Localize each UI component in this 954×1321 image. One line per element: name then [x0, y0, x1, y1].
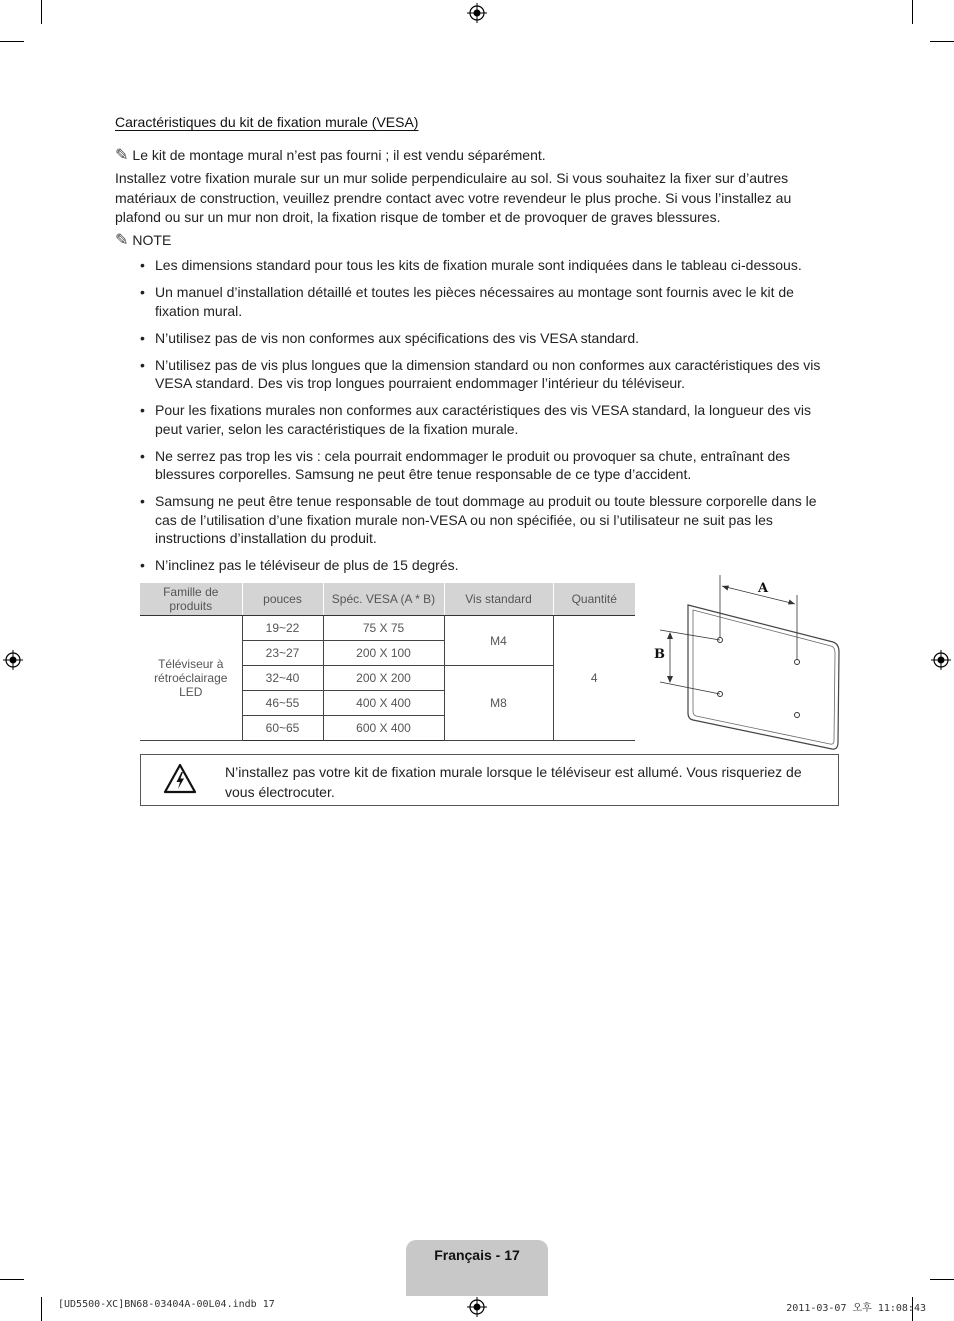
note-text: Le kit de montage mural n’est pas fourni ; il est vendu séparément. — [132, 147, 546, 163]
footer-file-info: [UD5500-XC]BN68-03404A-00L04.indb 17 — [58, 1299, 275, 1310]
column-header: Spéc. VESA (A * B) — [323, 583, 444, 616]
screw-cell: M8 — [444, 666, 553, 741]
crop-mark — [0, 1279, 24, 1280]
list-item: • Un manuel d’installation détaillé et toutes les pièces nécessaires au montage sont fournis avec le kit de fixation mural. — [140, 283, 840, 320]
registration-mark-icon — [3, 650, 23, 670]
screw-cell: M4 — [444, 616, 553, 666]
electric-shock-warning-icon — [163, 763, 197, 795]
section-heading: Caractéristiques du kit de fixation murale (VESA) — [115, 114, 419, 130]
inches-cell: 46~55 — [242, 691, 323, 716]
note-pencil-icon: ✎ — [115, 145, 129, 164]
crop-mark — [41, 1297, 42, 1321]
crop-mark — [930, 1279, 954, 1280]
inches-cell: 60~65 — [242, 716, 323, 741]
crop-mark — [912, 0, 913, 24]
dimension-b-label: B — [654, 647, 665, 662]
warning-box — [140, 754, 839, 806]
list-item: • N’utilisez pas de vis non conformes aux spécifications des vis VESA standard. — [140, 329, 840, 348]
list-item: • N’utilisez pas de vis plus longues que la dimension standard ou non conformes aux caractéristiques des vis VESA standard. Des vis trop longues pourraient endommager l’intérieur du téléviseur. — [140, 356, 840, 393]
table-row — [140, 616, 635, 641]
tv-mount-diagram — [648, 570, 848, 755]
warning-text: N’installez pas votre kit de fixation murale lorsque le téléviseur est allumé. Vous risqueriez de vous électrocuter. — [225, 764, 802, 800]
page-number-tab — [406, 1240, 548, 1296]
inches-cell: 19~22 — [242, 616, 323, 641]
column-header: Vis standard — [444, 583, 553, 616]
note-bullet-list — [140, 256, 840, 583]
inches-cell: 32~40 — [242, 666, 323, 691]
column-header: pouces — [242, 583, 323, 616]
registration-mark-icon — [931, 650, 951, 670]
crop-mark — [41, 0, 42, 24]
vesa-spec-table — [140, 583, 635, 741]
crop-mark — [0, 41, 24, 42]
product-family-cell: Téléviseur à rétroéclairage LED — [140, 616, 242, 741]
quantity-cell: 4 — [553, 616, 635, 741]
list-item: • Ne serrez pas trop les vis : cela pourrait endommager le produit ou provoquer sa chute, entraînant des blessures corporelles. Samsung ne peut être tenue responsable de ce type d’accident. — [140, 447, 840, 484]
column-header: Famille de produits — [140, 583, 242, 616]
list-item: • Les dimensions standard pour tous les kits de fixation murale sont indiquées dans le tableau ci-dessous. — [140, 256, 840, 275]
inches-cell: 23~27 — [242, 641, 323, 666]
crop-mark — [930, 41, 954, 42]
column-header: Quantité — [553, 583, 635, 616]
footer-timestamp: 2011-03-07 오후 11:08:43 — [786, 1303, 926, 1314]
note-pencil-icon: ✎ — [115, 230, 129, 249]
note-sold-separately — [115, 145, 546, 164]
dimension-a-label: A — [758, 581, 769, 596]
list-item: • N’inclinez pas le téléviseur de plus de 15 degrés. — [140, 556, 840, 575]
vesa-cell: 75 X 75 — [323, 616, 444, 641]
table-header-row — [140, 583, 635, 616]
list-item: • Samsung ne peut être tenue responsable de tout dommage au produit ou toute blessure corporelle dans le cas de l’utilisation d’une fixation murale non-VESA ou non spécifiée, ou si l’utilisateur ne suit pas les instructions d’installation du produit. — [140, 492, 840, 548]
vesa-cell: 400 X 400 — [323, 691, 444, 716]
registration-mark-icon — [467, 1297, 487, 1317]
note-label: NOTE — [132, 232, 172, 248]
list-item: • Pour les fixations murales non conformes aux caractéristiques des vis VESA standard, la longueur des vis peut varier, selon les caractéristiques de la fixation murale. — [140, 401, 840, 438]
registration-mark-icon — [467, 3, 487, 23]
vesa-cell: 200 X 100 — [323, 641, 444, 666]
note-heading — [115, 230, 171, 249]
vesa-cell: 600 X 400 — [323, 716, 444, 741]
vesa-cell: 200 X 200 — [323, 666, 444, 691]
installation-paragraph: Installez votre fixation murale sur un mur solide perpendiculaire au sol. Si vous souhaitez la fixer sur d’autres matériaux de construction, veuillez prendre contact avec votre revendeur le plus proche. Si vous l’installez au plafond ou sur un mur non droit, la fixation risque de tomber et de provoquer de graves blessures. — [115, 170, 792, 225]
page-number: Français - 17 — [434, 1247, 520, 1263]
